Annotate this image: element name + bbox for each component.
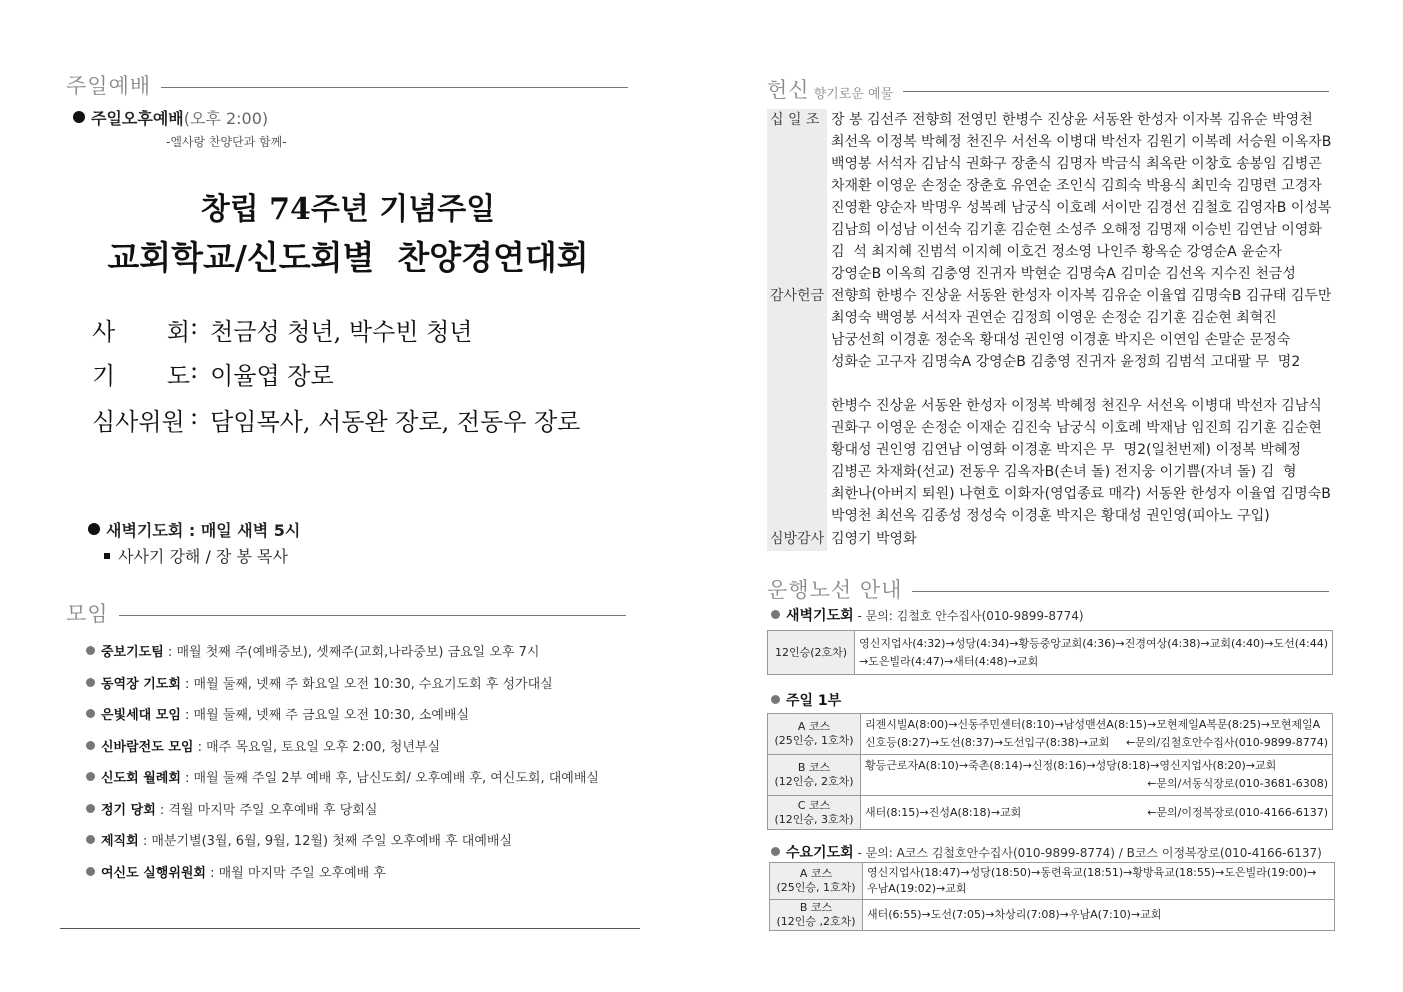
routes-heading: 운행노선 안내 [767,578,903,602]
course-cell: A 코스 (25인승, 1호차) [770,863,863,900]
bullet-icon [771,695,780,704]
visit-label: 심방감사 [767,527,827,551]
route-cell: 영신지업사(4:32)→성당(4:34)→황등중앙교회(4:36)→진경여상(4:38)→교회(4:40)→도선(4:44) →도은빌라(4:47)→새터(4:48)→교회 [855,631,1333,675]
thanks-names: 전향희 한병수 진상윤 서동완 한성자 이자복 김유순 이율엽 김명숙B 김규태 김두만 최영숙 백영봉 서석자 권연순 김정희 이영운 손정순 김기훈 김순현 최혁진 남궁선희 이경훈 정순옥 황대성 권인영 이경훈 박지은 이연임 손말순 문정숙 성화순 고구자 김명숙A 강영순B 김충영 진귀자 윤정희 김범석 고대팔 무 명2 한병수 진상윤 서동완 한성자 이정복 박혜정 천진우 서선옥 이병대 박선자 김남식 권화구 이영운 손정순 이재순 김진숙 남궁식 이호례 박재남 임진희 김기훈 김순현 황대성 권인영 김연남 이영화 이경훈 박지은 무 명2(일천번제) 이정복 박혜정 김병곤 차재화(선교) 전동우 김옥자B(손녀 돌) 전지웅 이기쁨(자녀 돌) 김 형 최한나(아버지 퇴원) 나현호 이화자(영업종료 매각) 서동완 한성자 이율엽 김명숙B 박영천 최선옥 김종성 정성숙 이경훈 박지은 황대성 권인영(피아노 구입) [831,288,1332,524]
role-judges: 심사위원 : 담임목사, 서동완 장로, 전동우 장로 [92,402,581,436]
event-title-line2: 교회학교/신도회별 찬양경연대회 [107,238,589,277]
course-cell: A 코스 (25인승, 1호차) [768,714,861,755]
dawn-speaker: 사사기 강해 / 장 봉 목사 [104,544,288,567]
wednesday-route-table [769,862,1335,931]
divider [161,87,628,88]
sunday-route-table [767,713,1333,830]
tithe-names: 장 봉 김선주 전향희 전영민 한병수 진상윤 서동완 한성자 이자복 김유순 박영천 최선옥 이정복 박혜정 천진우 서선옥 이병대 박선자 김원기 이복례 서승원 이옥자B 백영봉 서석자 김남식 권화구 장춘식 김명자 박금식 최옥란 이창호 송봉임 김병곤 차재환 이영운 손정순 장춘호 유연순 조인식 김희숙 박용식 최민숙 김명련 고경자 진영환 양순자 박명우 성복례 남궁식 이호례 서이만 김경선 김철호 김영자B 이성복 김남희 이성남 이선숙 김기훈 김순현 소성주 오해정 김명재 이승빈 김연남 이영화 김 석 최지혜 진범석 이지혜 이호건 정소영 나인주 황옥순 강영순A 윤순자 강영순B 이옥희 김충영 진귀자 박현순 김명숙A 김미순 김선옥 지수진 천금성 [831,112,1332,282]
bullet-icon [771,610,780,619]
afternoon-time: (오후 2:00) [183,109,269,128]
meetings-section-header [66,598,626,628]
table-row [768,631,1333,675]
list-item: 신도회 월례회 : 매월 둘째 주일 2부 예배 후, 남신도회/ 오후예배 후, 여신도회, 대예배실 [86,763,646,795]
afternoon-label: 주일오후예배 [91,109,184,128]
table-row [768,714,1333,755]
course-cell: C 코스 (12인승, 3호차) [768,796,861,830]
divider [903,91,1329,92]
list-item: 제직회 : 매분기별(3월, 6월, 9월, 12월) 첫째 주일 오후예배 후 대예배실 [86,826,646,858]
bullet-icon [86,804,95,813]
moderator-value: 천금성 청년, 박수빈 청년 [210,318,473,346]
role-prayer: 기 도 : 이율엽 장로 [92,356,334,390]
thanks-row [767,285,1342,527]
list-item: 여신도 실행위원회 : 매월 마지막 주일 오후예배 후 [86,858,646,890]
list-item: 중보기도팀 : 매월 첫째 주(예배중보), 셋째주(교회,나라중보) 금요일 오후 7시 [86,637,646,669]
role-moderator: 사 회 : 천금성 청년, 박수빈 청년 [92,312,473,346]
bullet-icon [771,847,780,856]
judges-value: 담임목사, 서동완 장로, 전동우 장로 [210,408,581,436]
bullet-icon [86,709,95,718]
worship-section-header [66,70,628,100]
wednesday-route-header: 수요기도회 - 문의: A코스 김철호안수집사(010-9899-8774) / B코스 이정복장로(010-4166-6137) [771,842,1322,862]
offering-list [767,109,1342,551]
bullet-icon [86,646,95,655]
bullet-icon [86,835,95,844]
bullet-icon [86,678,95,687]
afternoon-service [73,106,268,129]
divider [912,591,1329,592]
route-cell: 새터(6:55)→도선(7:05)→차상리(7:08)→우남A(7:10)→교회 [863,900,1335,931]
route-cell: 새터(8:15)→진성A(8:18)→교회 ←문의/이정복장로(010-4166-6137) [861,796,1333,830]
tithe-row [767,109,1342,285]
route-cell: 리젠시빌A(8:00)→신동주민센터(8:10)→남성맨션A(8:15)→모현제일A복문(8:25)→모현제일A 신호등(8:27)→도선(8:37)→도선입구(8:38)→교회 ←문의/김철호안수집사(010-9899-8774) [861,714,1333,755]
bullet-icon [86,867,95,876]
thanks-label: 감사헌금 [767,285,827,527]
visit-names: 김영기 박영화 [831,531,917,547]
visit-row [767,527,1342,551]
tithe-label: 십 일 조 [767,109,827,285]
prayer-value: 이율엽 장로 [210,362,334,390]
table-row [770,863,1335,900]
route-cell: 영신지업사(18:47)→성당(18:50)→동련육교(18:51)→황방육교(18:55)→도은빌라(19:00)→ 우남A(19:02)→교회 [863,863,1335,900]
choir-note: -엘사랑 찬양단과 함께- [166,135,287,149]
bullet-icon [86,772,95,781]
square-bullet-icon [104,553,110,559]
offering-heading: 헌신 [767,78,810,102]
dawn-route-table [767,630,1333,675]
bullet-icon [88,523,100,535]
meetings-list [86,637,646,889]
sunday-route-header: 주일 1부 [771,690,841,710]
dawn-route-header: 새벽기도회 - 문의: 김철호 안수집사(010-9899-8774) [771,605,1084,625]
course-cell: B 코스 (12인승, 2호차) [768,755,861,796]
course-cell: B 코스 (12인승 ,2호차) [770,900,863,931]
divider [119,615,626,616]
route-cell: 황등근로자A(8:10)→죽촌(8:14)→신정(8:16)→성당(8:18)→영신지업사(8:20)→교회 ←문의/서동식장로(010-3681-6308) [861,755,1333,796]
bottom-divider [60,928,640,929]
list-item: 은빛세대 모임 : 매월 둘째, 넷째 주 금요일 오전 10:30, 소예배실 [86,700,646,732]
table-row [768,755,1333,796]
table-row [768,796,1333,830]
dawn-prayer: 새벽기도회 : 매일 새벽 5시 [88,518,300,541]
worship-heading: 주일예배 [66,74,152,98]
routes-section-header [767,574,1329,604]
bullet-icon [73,111,85,123]
bullet-icon [86,741,95,750]
list-item: 동역장 기도회 : 매월 둘째, 넷째 주 화요일 오전 10:30, 수요기도회 후 성가대실 [86,669,646,701]
offering-section-header [767,74,1329,104]
list-item: 정기 당회 : 격월 마지막 주일 오후예배 후 당회실 [86,795,646,827]
offering-subheading: 향기로운 예물 [813,86,894,102]
list-item: 신바람전도 모임 : 매주 목요일, 토요일 오후 2:00, 청년부실 [86,732,646,764]
event-title-line1: 창립 74주년 기념주일 [200,192,496,227]
meetings-heading: 모임 [66,602,109,626]
table-row [770,900,1335,931]
course-cell: 12인승(2호차) [768,631,855,675]
